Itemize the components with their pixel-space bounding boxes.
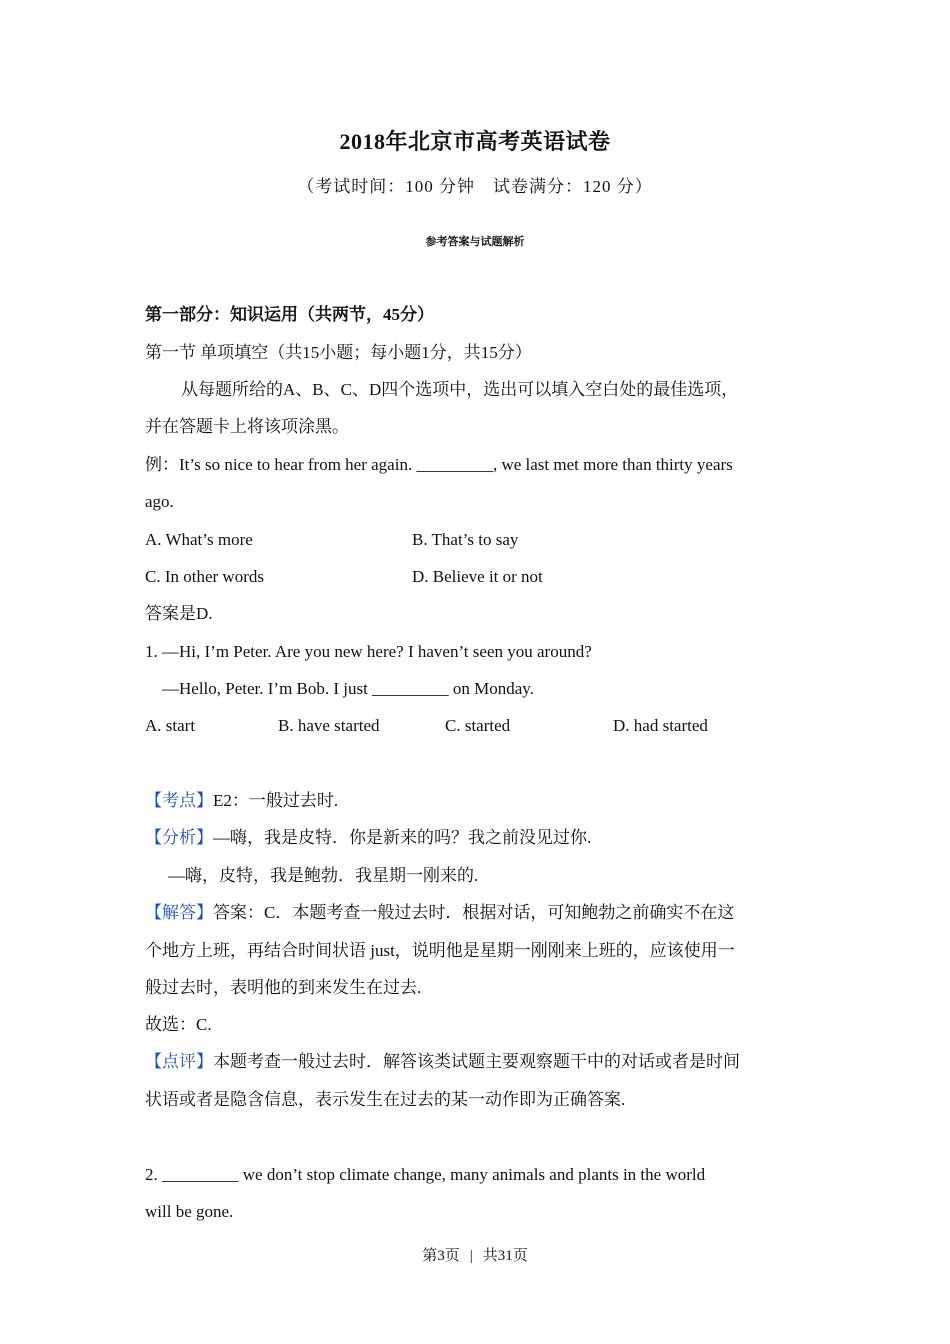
example-option-d: D. Believe it or not [412,567,543,586]
kaodian-tag: 【考点】 [145,791,213,810]
dianping-text: 本题考查一般过去时．解答该类试题主要观察题干中的对话或者是时间 [213,1052,740,1071]
section1-heading: 第一节 单项填空（共15小题；每小题1分，共15分） [145,343,532,362]
q1-fenxi [145,826,591,850]
q2-line-2: will be gone. [145,1202,234,1221]
q1-fenxi-2: —嗨，皮特，我是鲍勃．我星期一刚来的. [168,866,479,885]
q2-line-1: 2. _________ we don’t stop climate change, many animals and plants in the world [145,1165,706,1184]
page-number: 第3页 [422,1248,460,1264]
exam-time: （考试时间：100 分钟 [297,177,475,196]
example-option-b: B. That’s to say [412,530,519,549]
q1-option-d: D. had started [613,716,708,735]
part1-heading: 第一部分：知识运用（共两节，45分） [145,305,434,324]
example-option-c: C. In other words [145,567,264,586]
q1-guxuan: 故选：C. [145,1015,212,1034]
page-title: 2018年北京市高考英语试卷 [339,129,611,154]
page-footer [0,1244,950,1265]
fenxi-text: —嗨，我是皮特．你是新来的吗？我之前没见过你. [213,828,592,847]
q1-kaodian [145,789,338,813]
q1-jieda [145,901,734,925]
q1-option-c: C. started [445,716,511,735]
jieda-text: 答案：C．本题考查一般过去时．根据对话，可知鲍勃之前确实不在这 [213,903,735,922]
example-line-2: ago. [145,492,174,511]
kaodian-text: E2：一般过去时. [213,791,339,810]
exam-info [0,172,950,197]
footer-separator: | [469,1248,473,1264]
instruction-line-1: 从每题所给的A、B、C、D四个选项中，选出可以填入空白处的最佳选项， [181,380,739,399]
q1-line-2: —Hello, Peter. I’m Bob. I just _________ on Monday. [162,679,534,698]
q1-dianping [145,1050,740,1074]
example-answer: 答案是D. [145,604,213,623]
reference-heading: 参考答案与试题解析 [425,236,525,248]
q1-jieda-3: 般过去时，表明他的到来发生在过去. [145,978,422,997]
q1-dianping-2: 状语或者是隐含信息，表示发生在过去的某一动作即为正确答案. [145,1090,626,1109]
q1-line-1: 1. —Hi, I’m Peter. Are you new here? I haven’t seen you around? [145,642,592,661]
example-line-1: 例：It’s so nice to hear from her again. _________, we last met more than thirty years [145,455,733,474]
dianping-tag: 【点评】 [145,1052,213,1071]
q1-jieda-2: 个地方上班，再结合时间状语 just，说明他是星期一刚刚来上班的，应该使用一 [145,941,735,960]
example-option-a: A. What’s more [145,530,253,549]
q1-option-b: B. have started [278,716,380,735]
fenxi-tag: 【分析】 [145,828,213,847]
instruction-line-2: 并在答题卡上将该项涂黑。 [145,417,349,436]
q1-option-a: A. start [145,716,196,735]
full-score: 试卷满分：120 分） [493,177,653,196]
jieda-tag: 【解答】 [145,903,213,922]
page-total: 共31页 [482,1248,528,1264]
